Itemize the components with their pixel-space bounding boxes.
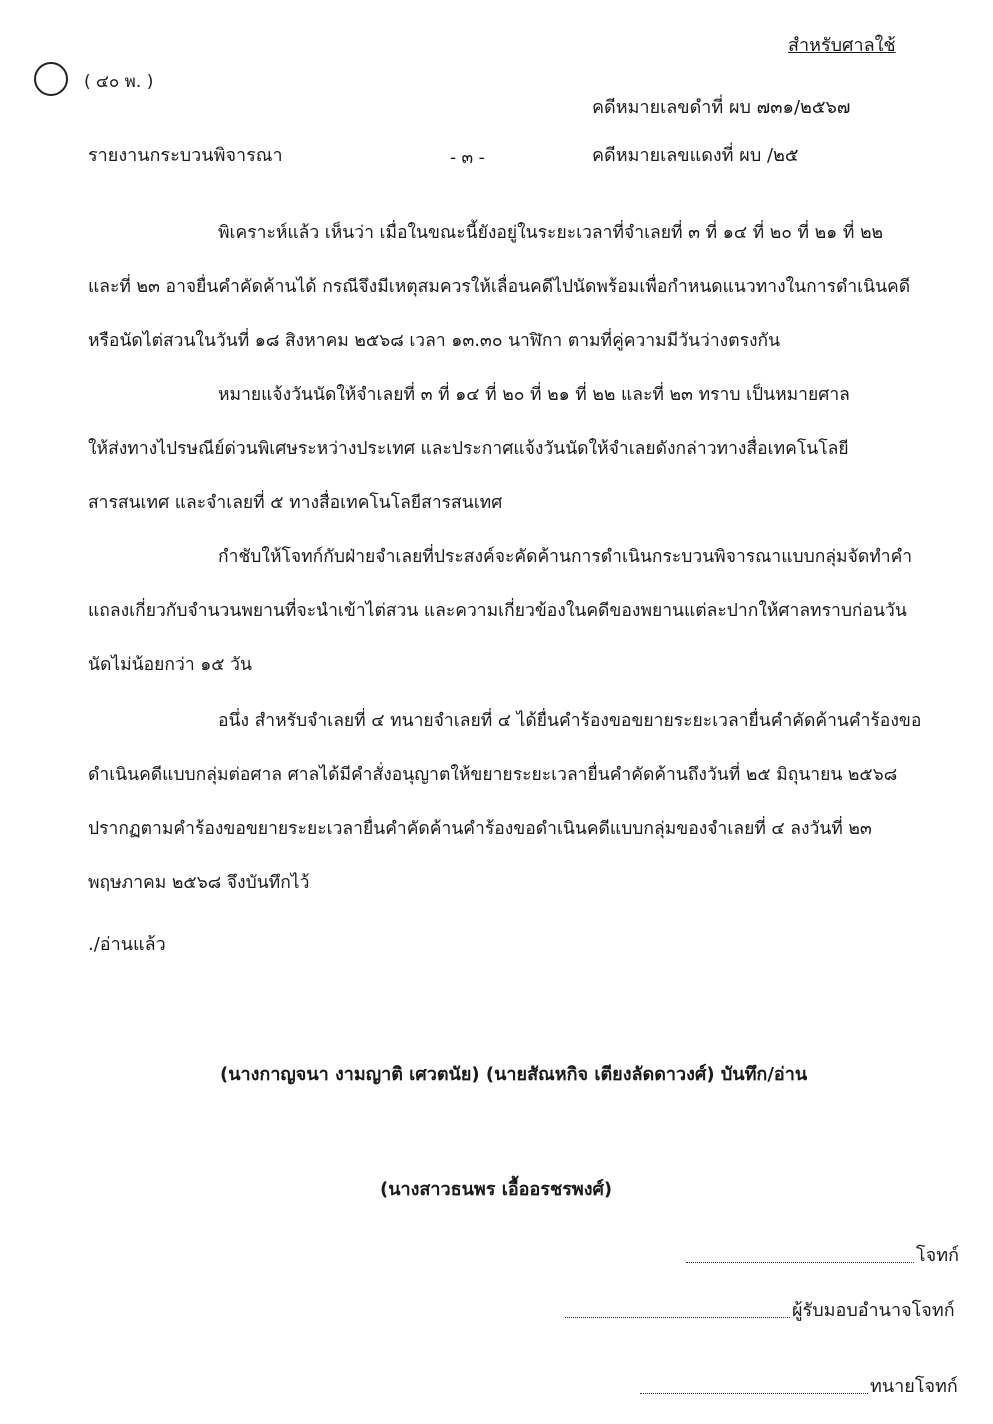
plaintiff-sign-line[interactable]	[686, 1262, 914, 1263]
body-line: ให้ส่งทางไปรษณีย์ด่วนพิเศษระหว่างประเทศ และประกาศแจ้งวันนัดให้จำเลยดังกล่าวทางสื่อเทคโนโลยี	[88, 439, 849, 459]
body-line: กำชับให้โจทก์กับฝ่ายจำเลยที่ประสงค์จะคัดค้านการดำเนินกระบวนพิจารณาแบบกลุ่มจัดทำคำ	[218, 547, 913, 567]
report-title: รายงานกระบวนพิจารณา	[88, 145, 283, 166]
signature-name-single: (นางสาวธนพร เอื้ออรชรพงศ์)	[380, 1179, 613, 1200]
body-line: นัดไม่น้อยกว่า ๑๕ วัน	[88, 655, 252, 675]
body-line: พิเคราะห์แล้ว เห็นว่า เมื่อในขณะนี้ยังอยู่ในระยะเวลาที่จำเลยที่ ๓ ที่ ๑๔ ที่ ๒๐ ที่ ๒๑ ที่ ๒๒	[218, 223, 884, 243]
red-case-number: คดีหมายเลขแดงที่ ผบ /๒๕	[592, 145, 799, 166]
body-line: สารสนเทศ และจำเลยที่ ๕ ทางสื่อเทคโนโลยีสารสนเทศ	[88, 493, 503, 513]
body-line: ปรากฏตามคำร้องขอขยายระยะเวลายื่นคำคัดค้านคำร้องขอดำเนินคดีแบบกลุ่มของจำเลยที่ ๔ ลงวันที่ ๒๓	[88, 819, 872, 839]
plaintiff-proxy-sign-line[interactable]	[565, 1317, 790, 1318]
plaintiff-lawyer-label: ทนายโจทก์	[870, 1376, 958, 1397]
body-line: ดำเนินคดีแบบกลุ่มต่อศาล ศาลได้มีคำสั่งอนุญาตให้ขยายระยะเวลายื่นคำคัดค้านถึงวันที่ ๒๕ มิถุนายน ๒๕๖๘	[88, 765, 898, 785]
read-note: ./อ่านแล้ว	[88, 934, 166, 955]
plaintiff-proxy-label: ผู้รับมอบอำนาจโจทก์	[792, 1300, 955, 1321]
body-line: แถลงเกี่ยวกับจำนวนพยานที่จะนำเข้าไต่สวน และความเกี่ยวข้องในคดีของพยานแต่ละปากให้ศาลทราบก่อนวัน	[88, 601, 907, 621]
court-use-label: สำหรับศาลใช้	[788, 35, 896, 56]
body-line: และที่ ๒๓ อาจยื่นคำคัดค้านได้ กรณีจึงมีเหตุสมควรให้เลื่อนคดีไปนัดพร้อมเพื่อกำหนดแนวทางในการดำเนินคดี	[88, 277, 911, 297]
plaintiff-lawyer-sign-line[interactable]	[640, 1393, 868, 1394]
body-line: อนึ่ง สำหรับจำเลยที่ ๔ ทนายจำเลยที่ ๔ ได้ยื่นคำร้องขอขยายระยะเวลายื่นคำคัดค้านคำร้องขอ	[218, 711, 922, 731]
plaintiff-label: โจทก์	[916, 1245, 959, 1266]
body-line: หรือนัดไต่สวนในวันที่ ๑๘ สิงหาคม ๒๕๖๘ เวลา ๑๓.๓๐ นาฬิกา ตามที่คู่ความมีวันว่างตรงกัน	[88, 331, 781, 351]
form-circle-mark	[34, 62, 68, 96]
signature-names-row: (นางกาญจนา งามญาติ เศวตนัย) (นายสัณหกิจ เตียงลัดดาวงศ์) บันทึก/อ่าน	[220, 1064, 808, 1085]
body-line: พฤษภาคม ๒๕๖๘ จึงบันทึกไว้	[88, 873, 310, 893]
body-line: หมายแจ้งวันนัดให้จำเลยที่ ๓ ที่ ๑๔ ที่ ๒๐ ที่ ๒๑ ที่ ๒๒ และที่ ๒๓ ทราบ เป็นหมายศาล	[218, 385, 850, 405]
form-code: ( ๔๐ พ. )	[84, 72, 154, 92]
black-case-number: คดีหมายเลขดำที่ ผบ ๗๓๑/๒๕๖๗	[592, 97, 851, 118]
page-number: - ๓ -	[450, 148, 485, 168]
